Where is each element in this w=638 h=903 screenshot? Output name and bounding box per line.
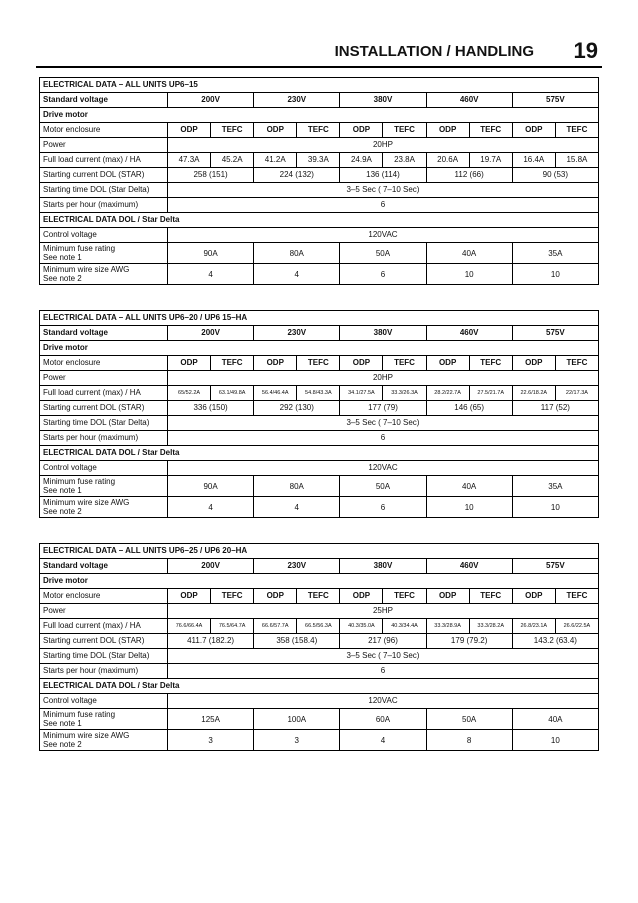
enclosure-cell: TEFC [297, 589, 340, 604]
row-label: Control voltage [40, 694, 168, 709]
full-load-cell: 33.3/28.9A [426, 619, 469, 634]
fuse-cell: 35A [512, 476, 598, 497]
enclosure-cell: TEFC [297, 356, 340, 371]
full-load-cell: 24.9A [340, 153, 383, 168]
row-label: Control voltage [40, 461, 168, 476]
row-label-line-1: Minimum fuse rating [43, 244, 116, 253]
enclosure-cell: ODP [512, 589, 555, 604]
full-load-cell: 66.5/56.3A [297, 619, 340, 634]
voltage-header: 460V [426, 93, 512, 108]
enclosure-cell: ODP [254, 589, 297, 604]
page-header [36, 38, 602, 68]
electrical-data-table-up6-25 [39, 543, 599, 751]
starting-current-cell: 179 (79.2) [426, 634, 512, 649]
power-row [40, 604, 599, 619]
enclosure-cell: ODP [512, 356, 555, 371]
full-load-cell: 39.3A [297, 153, 340, 168]
starting-current-cell: 136 (114) [340, 168, 426, 183]
row-label: Full load current (max) / HA [40, 386, 168, 401]
row-label-line-1: Minimum wire size AWG [43, 731, 130, 740]
starting-current-cell: 411.7 (182.2) [168, 634, 254, 649]
full-load-cell: 66.6/57.7A [254, 619, 297, 634]
electrical-data-table-up6-15 [39, 77, 599, 285]
fuse-cell: 90A [168, 476, 254, 497]
voltage-header: 460V [426, 559, 512, 574]
full-load-cell: 65/52.2A [168, 386, 211, 401]
full-load-row [40, 153, 599, 168]
row-label: Full load current (max) / HA [40, 619, 168, 634]
voltage-header: 380V [340, 326, 426, 341]
table-title: ELECTRICAL DATA – ALL UNITS UP6–20 / UP6 15–HA [40, 311, 599, 326]
enclosure-cell: TEFC [211, 123, 254, 138]
row-label-line-1: Minimum wire size AWG [43, 265, 130, 274]
full-load-cell: 22.6/18.2A [512, 386, 555, 401]
starts-per-hour-value: 6 [168, 198, 599, 213]
voltage-header: 575V [512, 559, 598, 574]
full-load-cell: 47.3A [168, 153, 211, 168]
starting-time-row [40, 649, 599, 664]
wire-cell: 3 [254, 730, 340, 751]
fuse-cell: 100A [254, 709, 340, 730]
row-label: Control voltage [40, 228, 168, 243]
power-value: 25HP [168, 604, 599, 619]
full-load-cell: 45.2A [211, 153, 254, 168]
wire-cell: 4 [168, 264, 254, 285]
enclosure-cell: TEFC [297, 123, 340, 138]
fuse-rating-row [40, 709, 599, 730]
section-heading: Drive motor [40, 341, 599, 356]
full-load-row [40, 386, 599, 401]
row-label: Motor enclosure [40, 356, 168, 371]
control-voltage-row [40, 694, 599, 709]
full-load-cell: 33.3/26.3A [383, 386, 426, 401]
fuse-cell: 80A [254, 476, 340, 497]
fuse-cell: 40A [512, 709, 598, 730]
row-label: Starting current DOL (STAR) [40, 168, 168, 183]
voltage-header: 380V [340, 559, 426, 574]
voltage-header: 575V [512, 326, 598, 341]
starts-per-hour-row [40, 198, 599, 213]
page-number: 19 [573, 38, 598, 63]
enclosure-cell: ODP [512, 123, 555, 138]
row-label [40, 709, 168, 730]
power-row [40, 371, 599, 386]
row-label [40, 730, 168, 751]
full-load-cell: 27.5/21.7A [469, 386, 512, 401]
starts-per-hour-row [40, 664, 599, 679]
starting-current-cell: 217 (96) [340, 634, 426, 649]
starting-current-cell: 146 (65) [426, 401, 512, 416]
control-voltage-value: 120VAC [168, 461, 599, 476]
control-voltage-value: 120VAC [168, 694, 599, 709]
row-label-line-2: See note 2 [43, 740, 82, 749]
starts-per-hour-value: 6 [168, 664, 599, 679]
control-voltage-value: 120VAC [168, 228, 599, 243]
row-label: Starting current DOL (STAR) [40, 634, 168, 649]
drive-motor-row [40, 108, 599, 123]
full-load-cell: 41.2A [254, 153, 297, 168]
starts-per-hour-row [40, 431, 599, 446]
starts-per-hour-value: 6 [168, 431, 599, 446]
standard-voltage-row [40, 93, 599, 108]
row-label-line-1: Minimum fuse rating [43, 477, 116, 486]
drive-motor-row [40, 341, 599, 356]
voltage-header: 460V [426, 326, 512, 341]
starting-time-value: 3–5 Sec ( 7–10 Sec) [168, 416, 599, 431]
table-title: ELECTRICAL DATA – ALL UNITS UP6–25 / UP6 20–HA [40, 544, 599, 559]
wire-cell: 4 [254, 264, 340, 285]
wire-cell: 6 [340, 264, 426, 285]
enclosure-cell: TEFC [383, 356, 426, 371]
enclosure-cell: TEFC [211, 589, 254, 604]
starting-current-row [40, 634, 599, 649]
table-title-row [40, 311, 599, 326]
full-load-cell: 33.3/28.2A [469, 619, 512, 634]
fuse-cell: 80A [254, 243, 340, 264]
motor-enclosure-row [40, 356, 599, 371]
full-load-cell: 19.7A [469, 153, 512, 168]
enclosure-cell: ODP [168, 123, 211, 138]
row-label: Standard voltage [40, 326, 168, 341]
full-load-cell: 76.6/66.4A [168, 619, 211, 634]
table-title: ELECTRICAL DATA – ALL UNITS UP6–15 [40, 78, 599, 93]
starting-current-cell: 177 (79) [340, 401, 426, 416]
voltage-header: 230V [254, 93, 340, 108]
row-label-line-2: See note 2 [43, 274, 82, 283]
row-label-line-2: See note 1 [43, 253, 82, 262]
enclosure-cell: TEFC [469, 356, 512, 371]
fuse-cell: 50A [426, 709, 512, 730]
row-label [40, 264, 168, 285]
power-value: 20HP [168, 371, 599, 386]
starting-current-cell: 224 (132) [254, 168, 340, 183]
enclosure-cell: ODP [340, 589, 383, 604]
starting-current-cell: 117 (52) [512, 401, 598, 416]
full-load-cell: 16.4A [512, 153, 555, 168]
full-load-cell: 22/17.3A [555, 386, 598, 401]
wire-size-row [40, 497, 599, 518]
full-load-cell: 40.3/35.0A [340, 619, 383, 634]
fuse-cell: 35A [512, 243, 598, 264]
fuse-cell: 60A [340, 709, 426, 730]
row-label: Starting time DOL (Star Delta) [40, 416, 168, 431]
starting-current-cell: 358 (158.4) [254, 634, 340, 649]
dol-section-row [40, 446, 599, 461]
row-label: Starts per hour (maximum) [40, 664, 168, 679]
wire-cell: 4 [340, 730, 426, 751]
row-label: Starts per hour (maximum) [40, 198, 168, 213]
enclosure-cell: ODP [340, 356, 383, 371]
fuse-cell: 90A [168, 243, 254, 264]
full-load-cell: 63.1/49.8A [211, 386, 254, 401]
wire-size-row [40, 264, 599, 285]
row-label: Power [40, 371, 168, 386]
voltage-header: 380V [340, 93, 426, 108]
starting-time-value: 3–5 Sec ( 7–10 Sec) [168, 649, 599, 664]
voltage-header: 230V [254, 326, 340, 341]
enclosure-cell: TEFC [383, 589, 426, 604]
full-load-cell: 23.8A [383, 153, 426, 168]
row-label: Starts per hour (maximum) [40, 431, 168, 446]
wire-cell: 4 [254, 497, 340, 518]
section-heading: ELECTRICAL DATA DOL / Star Delta [40, 446, 599, 461]
row-label: Motor enclosure [40, 589, 168, 604]
wire-size-row [40, 730, 599, 751]
enclosure-cell: ODP [254, 356, 297, 371]
row-label: Standard voltage [40, 559, 168, 574]
row-label [40, 497, 168, 518]
enclosure-cell: ODP [168, 356, 211, 371]
enclosure-cell: ODP [168, 589, 211, 604]
wire-cell: 10 [512, 497, 598, 518]
enclosure-cell: TEFC [469, 589, 512, 604]
voltage-header: 575V [512, 93, 598, 108]
wire-cell: 10 [426, 497, 512, 518]
row-label-line-2: See note 1 [43, 486, 82, 495]
starting-current-cell: 143.2 (63.4) [512, 634, 598, 649]
enclosure-cell: TEFC [555, 123, 598, 138]
enclosure-cell: ODP [340, 123, 383, 138]
enclosure-cell: ODP [426, 123, 469, 138]
wire-cell: 10 [512, 730, 598, 751]
row-label: Motor enclosure [40, 123, 168, 138]
enclosure-cell: TEFC [211, 356, 254, 371]
enclosure-cell: ODP [254, 123, 297, 138]
dol-section-row [40, 213, 599, 228]
full-load-cell: 28.2/22.7A [426, 386, 469, 401]
fuse-cell: 50A [340, 243, 426, 264]
row-label [40, 476, 168, 497]
drive-motor-row [40, 574, 599, 589]
row-label-line-1: Minimum fuse rating [43, 710, 116, 719]
table-title-row [40, 78, 599, 93]
starting-current-row [40, 168, 599, 183]
full-load-cell: 76.5/64.7A [211, 619, 254, 634]
starting-time-row [40, 183, 599, 198]
voltage-header: 230V [254, 559, 340, 574]
wire-cell: 10 [426, 264, 512, 285]
row-label [40, 243, 168, 264]
full-load-cell: 20.6A [426, 153, 469, 168]
section-heading: ELECTRICAL DATA DOL / Star Delta [40, 679, 599, 694]
enclosure-cell: ODP [426, 356, 469, 371]
fuse-rating-row [40, 476, 599, 497]
full-load-cell: 15.8A [555, 153, 598, 168]
enclosure-cell: ODP [426, 589, 469, 604]
wire-cell: 6 [340, 497, 426, 518]
row-label: Starting current DOL (STAR) [40, 401, 168, 416]
motor-enclosure-row [40, 123, 599, 138]
standard-voltage-row [40, 559, 599, 574]
power-value: 20HP [168, 138, 599, 153]
fuse-cell: 125A [168, 709, 254, 730]
row-label-line-2: See note 1 [43, 719, 82, 728]
motor-enclosure-row [40, 589, 599, 604]
standard-voltage-row [40, 326, 599, 341]
starting-current-cell: 336 (150) [168, 401, 254, 416]
row-label: Power [40, 604, 168, 619]
starting-current-cell: 112 (66) [426, 168, 512, 183]
voltage-header: 200V [168, 326, 254, 341]
full-load-row [40, 619, 599, 634]
row-label: Starting time DOL (Star Delta) [40, 183, 168, 198]
enclosure-cell: TEFC [555, 589, 598, 604]
fuse-rating-row [40, 243, 599, 264]
dol-section-row [40, 679, 599, 694]
section-heading: Drive motor [40, 108, 599, 123]
row-label: Power [40, 138, 168, 153]
full-load-cell: 40.3/34.4A [383, 619, 426, 634]
starting-current-cell: 90 (53) [512, 168, 598, 183]
starting-current-row [40, 401, 599, 416]
full-load-cell: 26.8/23.1A [512, 619, 555, 634]
wire-cell: 3 [168, 730, 254, 751]
wire-cell: 8 [426, 730, 512, 751]
enclosure-cell: TEFC [383, 123, 426, 138]
row-label: Starting time DOL (Star Delta) [40, 649, 168, 664]
fuse-cell: 40A [426, 243, 512, 264]
full-load-cell: 54.8/43.3A [297, 386, 340, 401]
table-title-row [40, 544, 599, 559]
full-load-cell: 26.6/22.5A [555, 619, 598, 634]
enclosure-cell: TEFC [555, 356, 598, 371]
section-heading: Drive motor [40, 574, 599, 589]
fuse-cell: 40A [426, 476, 512, 497]
wire-cell: 10 [512, 264, 598, 285]
control-voltage-row [40, 228, 599, 243]
voltage-header: 200V [168, 93, 254, 108]
full-load-cell: 34.1/27.5A [340, 386, 383, 401]
wire-cell: 4 [168, 497, 254, 518]
voltage-header: 200V [168, 559, 254, 574]
row-label: Full load current (max) / HA [40, 153, 168, 168]
page-title: INSTALLATION / HANDLING [334, 43, 534, 60]
enclosure-cell: TEFC [469, 123, 512, 138]
starting-time-row [40, 416, 599, 431]
fuse-cell: 50A [340, 476, 426, 497]
control-voltage-row [40, 461, 599, 476]
row-label-line-1: Minimum wire size AWG [43, 498, 130, 507]
starting-time-value: 3–5 Sec ( 7–10 Sec) [168, 183, 599, 198]
power-row [40, 138, 599, 153]
row-label-line-2: See note 2 [43, 507, 82, 516]
full-load-cell: 56.4/46.4A [254, 386, 297, 401]
electrical-data-table-up6-20 [39, 310, 599, 518]
starting-current-cell: 292 (130) [254, 401, 340, 416]
row-label: Standard voltage [40, 93, 168, 108]
starting-current-cell: 258 (151) [168, 168, 254, 183]
section-heading: ELECTRICAL DATA DOL / Star Delta [40, 213, 599, 228]
